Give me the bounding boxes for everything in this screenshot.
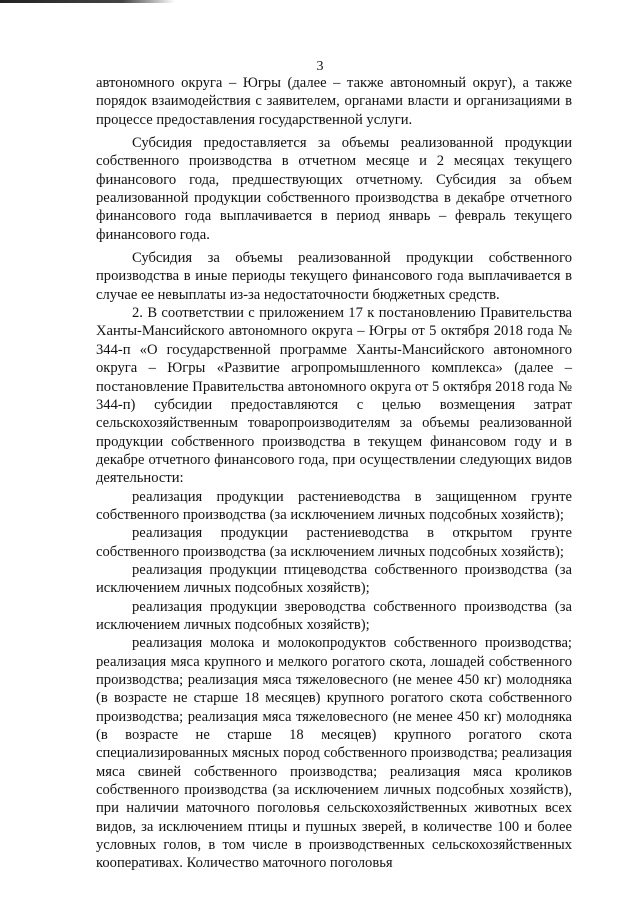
paragraph: реализация продукции птицеводства собственного производства (за исключением личных подсобных хозяйств); [96, 561, 572, 597]
paragraph: реализация продукции растениеводства в защищенном грунте собственного производства (за исключением личных подсобных хозяйств); [96, 488, 572, 523]
paragraph: автономного округа – Югры (далее – также автономный округ), а также порядок взаимодействия с заявителем, органами власти и организациями в процессе предоставления государственной услуги. [96, 75, 572, 128]
paragraph: реализация молока и молокопродуктов собственного производства; реализация мяса крупного и мелкого рогатого скота, лошадей собственного производства; реализация мяса тяжеловесного (не менее 450 кг) молодняка (в возрасте не старше 18 месяцев) крупного рогатого скота собственного производства; реализация мяса тяжеловесного (не менее 450 кг) молодняка (в возрасте не старше 18 месяцев) крупного рогатого скота специализированных мясных пород собственного производства; реализация мяса свиней собственного производства; реализация мяса кроликов собственного производства (за исключением личных подсобных хозяйств), при наличии маточного поголовья сельскохозяйственных животных всех видов, за исключением птицы и пушных зверей, в количестве 100 и более условных голов, в том числе в производственных сельскохозяйственных кооперативах. Количество маточного поголовья [96, 635, 572, 872]
paragraph: Субсидия предоставляется за объемы реализованной продукции собственного производства в отчетном месяце и 2 месяцах текущего финансового года, предшествующих отчетному. Субсидия за объем реализованной продукции собственного производства в декабре отчетного финансового года выплачивается в период январь – февраль текущего финансового года. [96, 135, 572, 243]
page-number: 3 [316, 59, 324, 74]
paragraph: реализация продукции звероводства собственного производства (за исключением личных подсобных хозяйств); [96, 598, 572, 633]
paragraph: реализация продукции растениеводства в открытом грунте собственного производства (за исключением личных подсобных хозяйств); [96, 525, 572, 560]
paragraph: 2. В соответствии с приложением 17 к постановлению Правительства Ханты-Мансийского автономного округа – Югры от 5 октября 2018 года № 344-п «О государственной программе Ханты-Мансийского автономного округа – Югры «Развитие агропромышленного комплекса» (далее – постановление Правительства автономного округа от 5 октября 2018 года № 344-п) субсидии предоставляются с целью возмещения затрат сельскохозяйственным товаропроизводителям за объемы реализованной продукции собственного производства в текущем финансовом году и в декабре отчетного финансового года, при осуществлении следующих видов деятельности: [96, 305, 572, 487]
document-body [96, 74, 572, 873]
scan-edge-mark [0, 0, 175, 3]
paragraph: Субсидия за объемы реализованной продукции собственного производства в иные периоды текущего финансового года выплачивается в случае ее невыплаты из-за недостаточности бюджетных средств. [96, 250, 572, 303]
